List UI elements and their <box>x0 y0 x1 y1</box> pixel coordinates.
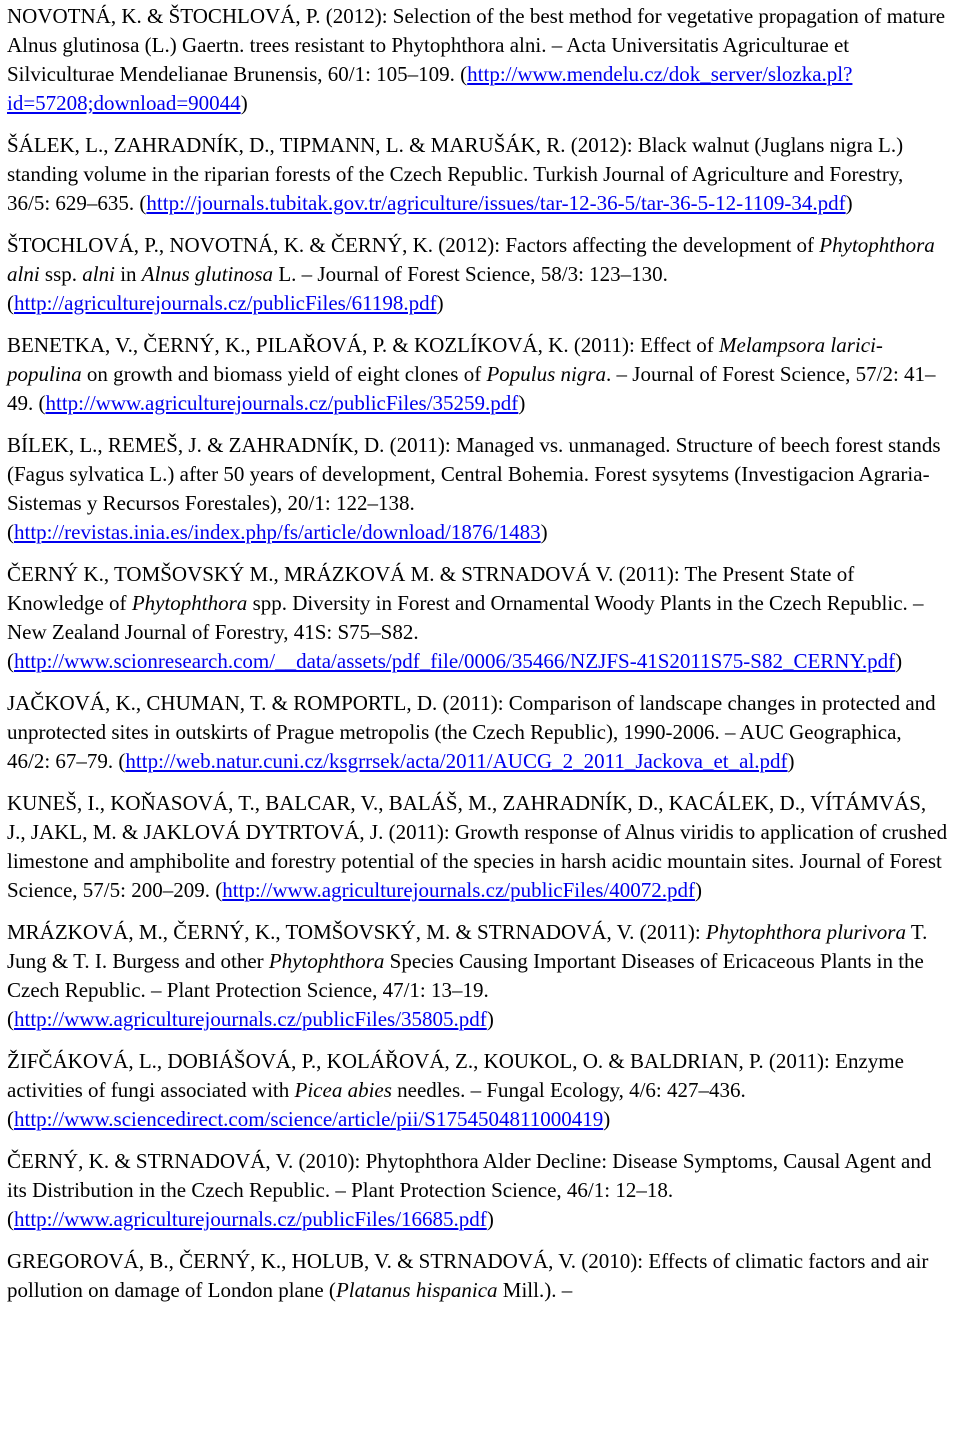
reference-text: . – Journal of Forest Science, 57/2: 41–49. ( <box>7 362 936 415</box>
italic-taxon-name: alni <box>82 262 115 286</box>
reference-text: ) <box>603 1107 611 1131</box>
italic-taxon-name: Phytophthora alni <box>7 233 935 286</box>
reference-text: ŽIFČÁKOVÁ, L., DOBIÁŠOVÁ, P., KOLÁŘOVÁ, Z., KOUKOL, O. & BALDRIAN, P. (2011): Enzyme activities of fungi associated with <box>7 1049 904 1102</box>
reference-entry-benetka-2011 <box>7 331 950 418</box>
reference-text: ) <box>436 291 444 315</box>
reference-text: ) <box>540 520 548 544</box>
italic-taxon-name: Phytophthora <box>131 591 248 615</box>
references-container <box>7 2 950 1305</box>
reference-entry-zifcakova-2011 <box>7 1047 950 1134</box>
reference-text: MRÁZKOVÁ, M., ČERNÝ, K., TOMŠOVSKÝ, M. & STRNADOVÁ, V. (2011): <box>7 920 706 944</box>
reference-entry-bilek-2011 <box>7 431 950 547</box>
italic-taxon-name: Populus nigra <box>486 362 607 386</box>
reference-text: NOVOTNÁ, K. & ŠTOCHLOVÁ, P. (2012): Selection of the best method for vegetative propagation of mature Alnus glutinosa (L.) Gaertn. trees resistant to Phytophthora alni. – Acta Universitatis Agriculturae et Silviculturae Mendelianae Brunensis, 60/1: 105–109. ( <box>7 4 946 86</box>
reference-text: JAČKOVÁ, K., CHUMAN, T. & ROMPORTL, D. (2011): Comparison of landscape changes in protected and unprotected sites in outskirts of Prague metropolis (the Czech Republic), 1990-2006. – AUC Geographica, 46/2: 67–79. ( <box>7 691 936 773</box>
reference-entry-cerny-2010 <box>7 1147 950 1234</box>
reference-entry-jackova-2011 <box>7 689 950 776</box>
reference-text: Species Causing Important Diseases of Ericaceous Plants in the Czech Republic. – Plant Protection Science, 47/1: 13–19. ( <box>7 949 924 1031</box>
reference-text: ) <box>486 1007 494 1031</box>
italic-taxon-name: Alnus glutinosa <box>141 262 274 286</box>
reference-link[interactable]: http://www.agriculturejournals.cz/publicFiles/16685.pdf <box>14 1207 487 1231</box>
reference-text: ) <box>845 191 853 215</box>
reference-text: ) <box>518 391 526 415</box>
reference-link[interactable]: http://www.sciencedirect.com/science/article/pii/S1754504811000419 <box>14 1107 604 1131</box>
reference-text: ŠÁLEK, L., ZAHRADNÍK, D., TIPMANN, L. & MARUŠÁK, R. (2012): Black walnut (Juglans nigra L.) standing volume in the riparian forests of the Czech Republic. Turkish Journal of Agriculture and Forestry, 36/5: 629–635. ( <box>7 133 904 215</box>
reference-text: in <box>114 262 142 286</box>
reference-text: on growth and biomass yield of eight clones of <box>81 362 487 386</box>
reference-text: BÍLEK, L., REMEŠ, J. & ZAHRADNÍK, D. (2011): Managed vs. unmanaged. Structure of beech forest stands (Fagus sylvatica L.) after 50 years of development, Central Bohemia. Forest sysytems (Investigacion Agraria-Sistemas y Recursos Forestales), 20/1: 122–138. ( <box>7 433 941 544</box>
reference-text: ) <box>695 878 703 902</box>
reference-entry-mrazkova-2011 <box>7 918 950 1034</box>
reference-text: BENETKA, V., ČERNÝ, K., PILAŘOVÁ, P. & KOZLÍKOVÁ, K. (2011): Effect of <box>7 333 720 357</box>
reference-link[interactable]: http://journals.tubitak.gov.tr/agriculture/issues/tar-12-36-5/tar-36-5-12-1109-34.pdf <box>146 191 846 215</box>
reference-link[interactable]: http://web.natur.cuni.cz/ksgrrsek/acta/2011/AUCG_2_2011_Jackova_et_al.pdf <box>125 749 788 773</box>
reference-text: ssp. <box>39 262 83 286</box>
italic-taxon-name: Picea abies <box>294 1078 392 1102</box>
reference-text: Mill.). – <box>497 1278 573 1302</box>
reference-entry-salek-2012 <box>7 131 950 218</box>
reference-link[interactable]: http://www.agriculturejournals.cz/publicFiles/40072.pdf <box>222 878 696 902</box>
reference-text: T. Jung & T. I. Burgess and other <box>7 920 928 973</box>
reference-text: KUNEŠ, I., KOŇASOVÁ, T., BALCAR, V., BALÁŠ, M., ZAHRADNÍK, D., KACÁLEK, D., VÍTÁMVÁS, J., JAKL, M. & JAKLOVÁ DYTRTOVÁ, J. (2011): Growth response of Alnus viridis to application of crushed limestone and amphibolite and forestry potential of the species in harsh acidic mountain sites. Journal of Forest Science, 57/5: 200–209. ( <box>7 791 948 902</box>
reference-link[interactable]: http://www.agriculturejournals.cz/publicFiles/35259.pdf <box>45 391 519 415</box>
reference-text: ČERNÝ, K. & STRNADOVÁ, V. (2010): Phytophthora Alder Decline: Disease Symptoms, Causal Agent and its Distribution in the Czech Republic. – Plant Protection Science, 46/1: 12–18. ( <box>7 1149 932 1231</box>
reference-text: ) <box>787 749 795 773</box>
reference-link[interactable]: http://www.mendelu.cz/dok_server/slozka.pl?id=57208;download=90044 <box>7 62 853 115</box>
reference-entry-stochlova-2012 <box>7 231 950 318</box>
reference-text: ) <box>240 91 248 115</box>
reference-text: ČERNÝ K., TOMŠOVSKÝ M., MRÁZKOVÁ M. & STRNADOVÁ V. (2011): The Present State of Knowledge of <box>7 562 855 615</box>
italic-taxon-name: Phytophthora plurivora <box>705 920 906 944</box>
reference-text: spp. Diversity in Forest and Ornamental Woody Plants in the Czech Republic. – New Zealand Journal of Forestry, 41S: S75–S82. ( <box>7 591 924 673</box>
italic-taxon-name: Melampsora larici-populina <box>7 333 883 386</box>
reference-text: ŠTOCHLOVÁ, P., NOVOTNÁ, K. & ČERNÝ, K. (2012): Factors affecting the development of <box>7 233 820 257</box>
reference-link[interactable]: http://www.scionresearch.com/__data/assets/pdf_file/0006/35466/NZJFS-41S2011S75-S82_CERNY.pdf <box>14 649 896 673</box>
reference-text: ) <box>895 649 903 673</box>
reference-link[interactable]: http://www.agriculturejournals.cz/publicFiles/35805.pdf <box>14 1007 487 1031</box>
italic-taxon-name: Platanus hispanica <box>335 1278 498 1302</box>
reference-link[interactable]: http://revistas.inia.es/index.php/fs/article/download/1876/1483 <box>14 520 541 544</box>
reference-entry-kunes-2011 <box>7 789 950 905</box>
reference-link[interactable]: http://agriculturejournals.cz/publicFiles/61198.pdf <box>14 291 437 315</box>
reference-text: ) <box>486 1207 494 1231</box>
reference-text: needles. – Fungal Ecology, 4/6: 427–436. ( <box>7 1078 746 1131</box>
reference-entry-gregorova-2010 <box>7 1247 950 1305</box>
italic-taxon-name: Phytophthora <box>268 949 385 973</box>
reference-text: L. – Journal of Forest Science, 58/3: 123–130. ( <box>7 262 668 315</box>
reference-text: GREGOROVÁ, B., ČERNÝ, K., HOLUB, V. & STRNADOVÁ, V. (2010): Effects of climatic factors and air pollution on damage of London plane ( <box>7 1249 929 1302</box>
reference-entry-cerny-2011 <box>7 560 950 676</box>
reference-entry-novotna-2012 <box>7 2 950 118</box>
